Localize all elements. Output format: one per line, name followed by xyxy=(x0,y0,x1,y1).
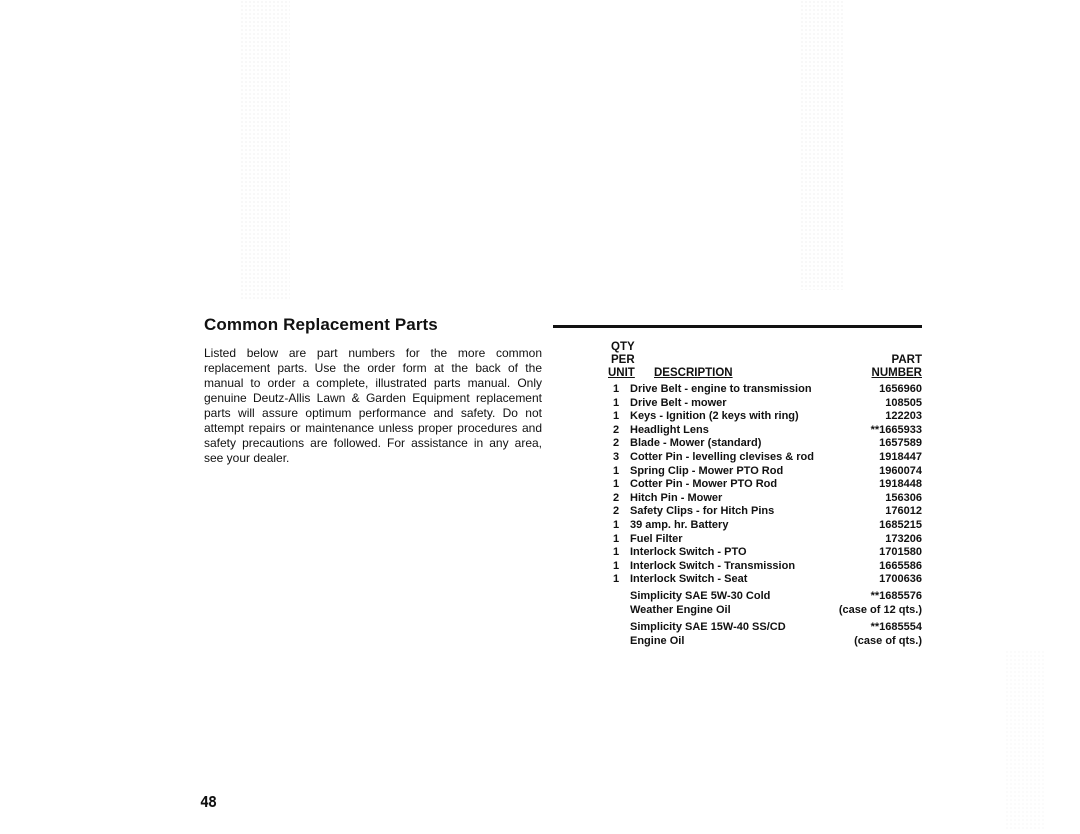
qty-cell: 1 xyxy=(612,464,620,477)
part-number-cell: 1656960 xyxy=(879,383,922,395)
intro-paragraph: Listed below are part numbers for the more common replacement parts. Use the order form at the back of the manual to order a complete, illustrated parts manual. Only genuine Deutz-Allis Lawn & Garden Equipment replacement parts will assure optimum performance and safety. Do not attempt repairs or maintenance unless proper procedures and safety precautions are followed. For assistance in any area, see your dealer. xyxy=(204,346,542,465)
section-heading: Common Replacement Parts xyxy=(204,315,438,334)
table-row xyxy=(609,546,922,560)
qty-cell: 2 xyxy=(612,423,620,436)
part-number-cell: 176012 xyxy=(885,505,922,518)
part-number-cell: 1918447 xyxy=(879,450,922,463)
header-description: DESCRIPTION xyxy=(654,367,733,379)
oil-row-2-line1 xyxy=(630,620,922,634)
oil-part-number: **1685554 xyxy=(870,621,922,633)
scan-speckle xyxy=(1005,650,1045,830)
oil-description: Simplicity SAE 5W-30 Cold xyxy=(630,590,771,602)
description-cell: Keys - Ignition (2 keys with ring) xyxy=(630,410,799,423)
scan-speckle xyxy=(800,0,845,290)
table-row xyxy=(609,397,922,411)
qty-cell: 1 xyxy=(612,383,620,395)
part-number-cell: 1701580 xyxy=(879,546,922,559)
header-number: NUMBER xyxy=(871,367,922,379)
table-row xyxy=(609,478,922,492)
part-number-cell: 1685215 xyxy=(879,518,922,531)
description-cell: Safety Clips - for Hitch Pins xyxy=(630,505,775,518)
qty-cell: 2 xyxy=(612,491,620,504)
description-cell: Cotter Pin - Mower PTO Rod xyxy=(630,478,778,491)
oil-case-note: (case of qts.) xyxy=(854,635,922,647)
part-number-cell: 173206 xyxy=(885,532,922,545)
part-number-cell: 1657589 xyxy=(879,437,922,450)
table-row xyxy=(609,573,922,587)
oil-case-note: (case of 12 qts.) xyxy=(838,604,922,616)
description-cell: Headlight Lens xyxy=(630,423,709,436)
table-row xyxy=(609,383,922,397)
description-cell: Hitch Pin - Mower xyxy=(630,491,723,504)
qty-cell: 1 xyxy=(612,573,620,586)
header-per: PER xyxy=(611,354,635,366)
oil-description: Simplicity SAE 15W-40 SS/CD xyxy=(630,621,786,633)
table-row xyxy=(609,437,922,451)
table-row xyxy=(609,533,922,547)
oil-description: Engine Oil xyxy=(630,635,685,647)
qty-cell: 3 xyxy=(612,450,620,463)
scan-speckle xyxy=(240,0,290,300)
description-cell: Interlock Switch - Transmission xyxy=(630,559,796,572)
oil-part-number: **1685576 xyxy=(870,590,922,602)
parts-rows xyxy=(609,383,922,587)
part-number-cell: 1918448 xyxy=(879,478,922,491)
qty-cell: 1 xyxy=(612,546,620,559)
part-number-cell: 1960074 xyxy=(879,464,922,477)
table-row xyxy=(609,560,922,574)
qty-cell: 1 xyxy=(612,478,620,491)
oil-row-1-line1 xyxy=(630,589,922,603)
part-number-cell: 156306 xyxy=(885,491,922,504)
part-number-cell: 122203 xyxy=(885,410,922,423)
part-number-cell: 1665586 xyxy=(879,559,922,572)
qty-cell: 1 xyxy=(612,396,620,409)
page-number: 48 xyxy=(200,793,217,811)
qty-cell: 2 xyxy=(612,437,620,450)
table-row xyxy=(609,424,922,438)
description-cell: Fuel Filter xyxy=(630,532,683,545)
qty-cell: 2 xyxy=(612,505,620,518)
heading-rule xyxy=(553,325,922,328)
description-cell: Blade - Mower (standard) xyxy=(630,437,762,450)
table-row xyxy=(609,505,922,519)
table-row xyxy=(609,410,922,424)
header-qty: QTY xyxy=(611,341,635,353)
oil-description: Weather Engine Oil xyxy=(630,604,731,616)
description-cell: Interlock Switch - PTO xyxy=(630,546,747,559)
table-row xyxy=(609,519,922,533)
oil-row-1-line2 xyxy=(630,603,922,617)
table-row xyxy=(609,492,922,506)
header-unit: UNIT xyxy=(608,367,635,379)
description-cell: Cotter Pin - levelling clevises & rod xyxy=(630,450,814,463)
part-number-cell: 1700636 xyxy=(879,573,922,586)
qty-cell: 1 xyxy=(612,410,620,423)
table-row xyxy=(609,465,922,479)
description-cell: Spring Clip - Mower PTO Rod xyxy=(630,464,784,477)
qty-cell: 1 xyxy=(612,532,620,545)
qty-cell: 1 xyxy=(612,518,620,531)
part-number-cell: **1665933 xyxy=(870,423,922,436)
part-number-cell: 108505 xyxy=(885,396,922,409)
description-cell: Interlock Switch - Seat xyxy=(630,573,748,586)
qty-cell: 1 xyxy=(612,559,620,572)
description-cell: Drive Belt - engine to transmission xyxy=(630,383,812,395)
header-part: PART xyxy=(891,354,922,366)
oil-row-2-line2 xyxy=(630,634,922,648)
table-row xyxy=(609,451,922,465)
description-cell: 39 amp. hr. Battery xyxy=(630,518,729,531)
description-cell: Drive Belt - mower xyxy=(630,396,727,409)
